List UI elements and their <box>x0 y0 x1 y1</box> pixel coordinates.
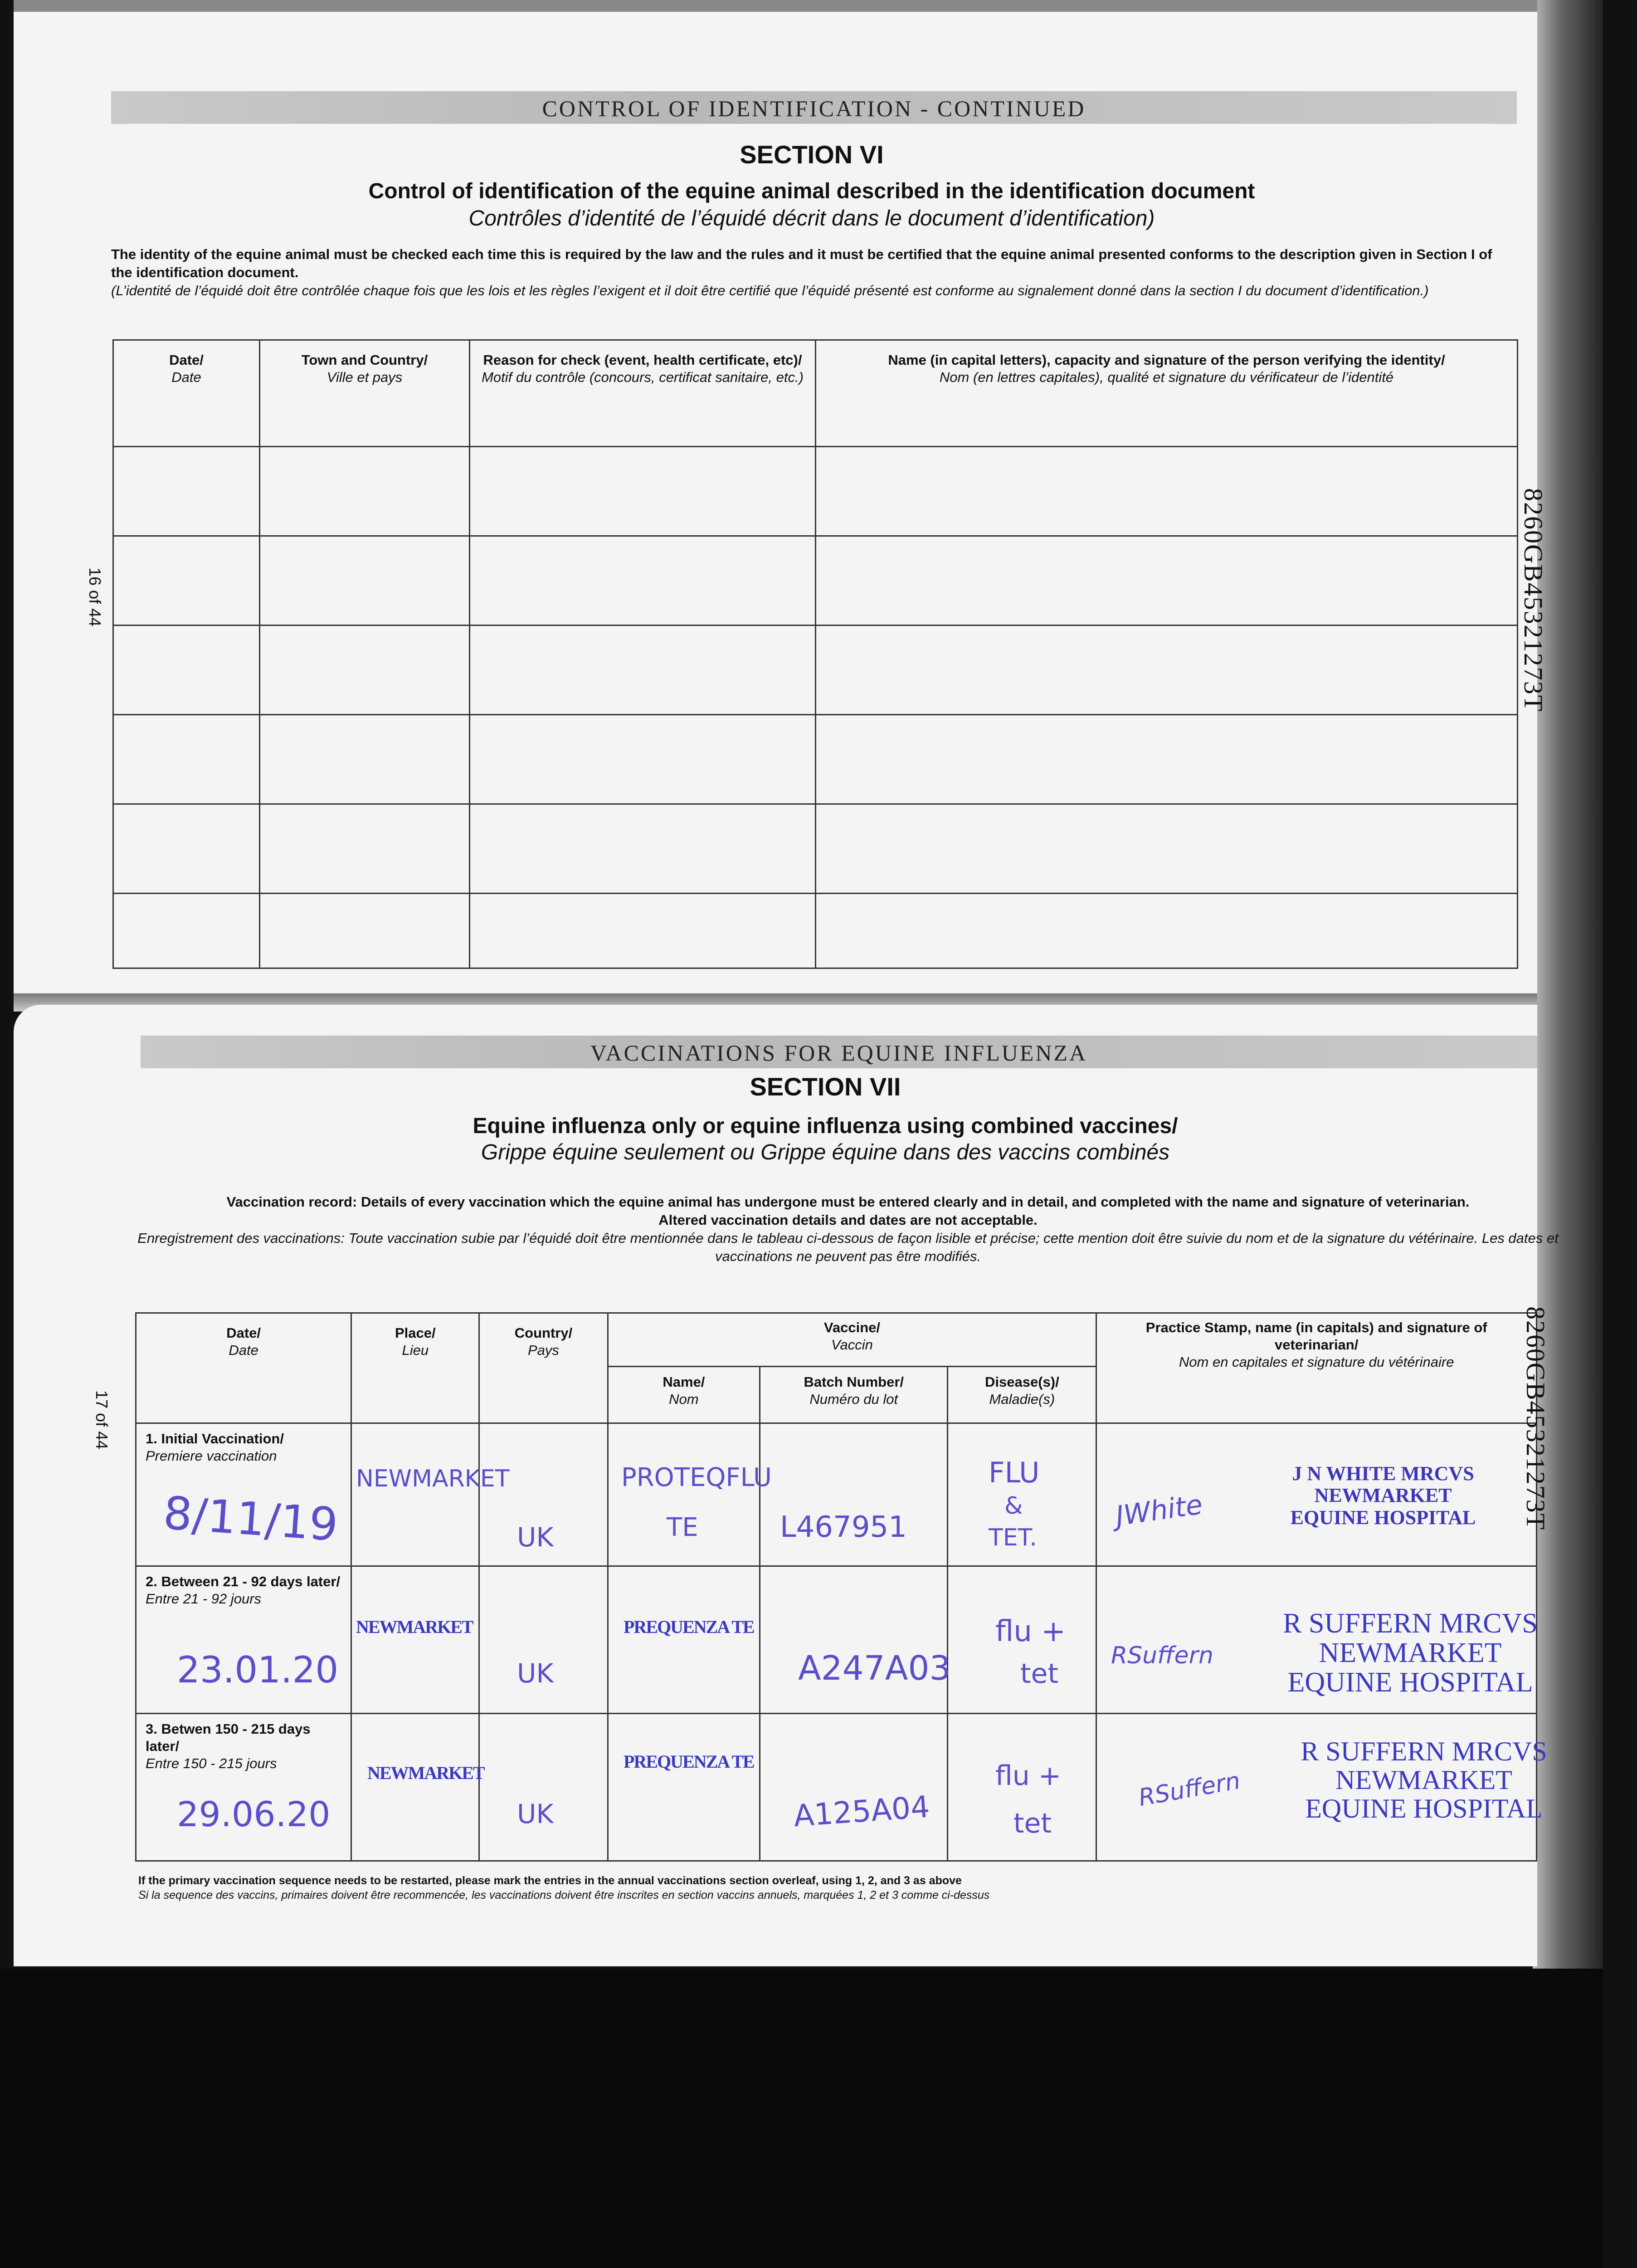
table-row <box>113 447 1518 536</box>
country-entry: UK <box>517 1658 554 1689</box>
section-title: SECTION VI <box>740 140 884 169</box>
scan-background <box>0 1969 1603 2268</box>
footnote-fr: Si la sequence des vaccins, primaires doivent être recommencée, les vaccinations doivent être inscrites en section vaccins annuels, marquées 1, 2 et 3 comme ci-dessus <box>138 1889 990 1901</box>
col-place: Place/ Lieu <box>351 1313 479 1423</box>
table-row <box>113 715 1518 804</box>
section-banner: VACCINATIONS FOR EQUINE INFLUENZA <box>141 1036 1537 1068</box>
country-entry: UK <box>517 1799 554 1829</box>
country-entry: UK <box>517 1522 554 1553</box>
section-banner: CONTROL OF IDENTIFICATION - CONTINUED <box>111 91 1517 124</box>
page-number: 16 of 44 <box>86 567 104 627</box>
date-entry: 29.06.20 <box>177 1794 331 1834</box>
col-vaccine: Vaccine/ Vaccin <box>608 1313 1096 1367</box>
page-17 <box>14 1005 1559 1966</box>
table-row <box>113 894 1518 968</box>
col-date: Date/ Date <box>136 1313 351 1423</box>
table-row <box>113 804 1518 894</box>
table-row <box>113 626 1518 715</box>
vaccine-name-entry: PROTEQFLU <box>621 1463 772 1492</box>
batch-entry: L467951 <box>780 1510 907 1544</box>
footnote-en: If the primary vaccination sequence needs to be restarted, please mark the entries in the annual vaccinations section overleaf, using 1, 2, and 3 as above <box>138 1874 962 1887</box>
subtitle-en: Control of identification of the equine animal described in the identification document <box>368 179 1255 203</box>
vaccine-name-entry: PREQUENZA TE <box>624 1751 754 1772</box>
intro-en: Details of every vaccination which the equine animal has undergone must be entered clearly and in detail, and completed with the name and signature of veterinarian. <box>361 1194 1470 1210</box>
disease-entry-3: tet <box>1020 1658 1058 1690</box>
page-number: 17 of 44 <box>93 1390 111 1450</box>
col-batch: Batch Number/ Numéro du lot <box>760 1367 948 1423</box>
col-verifier: Name (in capital letters), capacity and signature of the person verifying the identity/ Nom (en lettres capitales), qualité et signature du vérificateur de l’identité <box>816 340 1518 447</box>
intro-text <box>111 245 1517 300</box>
intro-fr: Toute vaccination subie par l’équidé doit être mentionnée dans le tableau ci-dessous de façon lisible et précise; cette mention doit être suivie du nom et de la signature du vétérinaire. Les dates et vaccinations ne peuvent pas être modifiés. <box>348 1230 1559 1264</box>
intro-fr: (L’identité de l’équidé doit être contrôlée chaque fois que les lois et les règles l’exigent et il doit être certifié que l’équidé présenté est conforme au signalement donné dans la section I du document d’identification.) <box>111 283 1429 298</box>
page-16 <box>14 0 1548 1010</box>
disease-entry-3: tet <box>1013 1808 1052 1839</box>
subtitle-en: Equine influenza only or equine influenza using combined vaccines/ <box>473 1114 1178 1138</box>
intro-text <box>132 1193 1564 1266</box>
table-row <box>113 536 1518 626</box>
disease-entry: flu + <box>995 1760 1062 1792</box>
col-town-country: Town and Country/ Ville et pays <box>260 340 470 447</box>
row-label: 3. Betwen 150 - 215 days later/ Entre 150 - 215 jours <box>136 1714 351 1861</box>
col-date: Date/ Date <box>113 340 260 447</box>
date-entry: 8/11/19 <box>161 1486 340 1552</box>
date-entry: 23.01.20 <box>177 1649 339 1691</box>
col-reason: Reason for check (event, health certificate, etc)/ Motif du contrôle (concours, certificat sanitaire, etc.) <box>470 340 816 447</box>
subtitle-fr: Grippe équine seulement ou Grippe équine dans des vaccins combinés <box>481 1140 1170 1164</box>
batch-entry: A247A03 <box>798 1649 951 1688</box>
place-entry: NEWMARKET <box>356 1617 473 1637</box>
disease-entry: flu + <box>995 1615 1066 1648</box>
section-title: SECTION VII <box>750 1072 901 1101</box>
disease-entry-2: & <box>1004 1492 1023 1520</box>
practice-stamp: R SUFFERN MRCVS NEWMARKET EQUINE HOSPITAL <box>1301 1736 1547 1823</box>
col-disease: Disease(s)/ Maladie(s) <box>948 1367 1096 1423</box>
vet-signature: JWhite <box>1114 1488 1205 1533</box>
footnote <box>138 1873 1544 1902</box>
row-label: 2. Between 21 - 92 days later/ Entre 21 - 92 jours <box>136 1566 351 1714</box>
intro-en: The identity of the equine animal must be checked each time this is required by the law and the rules and it must be certified that the equine animal presented conforms to the description given in Section I of the identification document. <box>111 246 1492 280</box>
intro-en2: Altered vaccination details and dates are not acceptable. <box>658 1212 1038 1228</box>
intro-label: Vaccination record: <box>226 1194 357 1210</box>
place-entry: NEWMARKET <box>356 1465 510 1492</box>
identity-check-table <box>112 339 1518 969</box>
vet-signature: RSuffern <box>1136 1767 1242 1812</box>
vaccine-name-entry-2: TE <box>667 1513 698 1542</box>
disease-entry-3: TET. <box>989 1524 1037 1551</box>
intro-fr-label: Enregistrement des vaccinations: <box>137 1230 345 1246</box>
col-vaccine-name: Name/ Nom <box>608 1367 760 1423</box>
practice-stamp: J N WHITE MRCVS NEWMARKET EQUINE HOSPITAL <box>1290 1462 1476 1529</box>
col-country: Country/ Pays <box>479 1313 608 1423</box>
practice-stamp: R SUFFERN MRCVS NEWMARKET EQUINE HOSPITAL <box>1283 1608 1538 1698</box>
batch-entry: A125A04 <box>792 1789 931 1834</box>
passport-number: 8260GB45321273T <box>1519 488 1548 712</box>
vaccine-name-entry: PREQUENZA TE <box>624 1617 754 1637</box>
place-entry: NEWMARKET <box>367 1763 484 1783</box>
col-stamp: Practice Stamp, name (in capitals) and signature of veterinarian/ Nom en capitales et signature du vétérinaire <box>1096 1313 1537 1423</box>
subtitle-fr: Contrôles d’identité de l’équidé décrit dans le document d’identification) <box>468 206 1155 230</box>
vet-signature: RSuffern <box>1111 1642 1213 1669</box>
passport-number: 8260GB45321273T <box>1521 1306 1550 1530</box>
disease-entry: FLU <box>989 1456 1040 1489</box>
row-label: 1. Initial Vaccination/ Premiere vaccination <box>136 1423 351 1566</box>
